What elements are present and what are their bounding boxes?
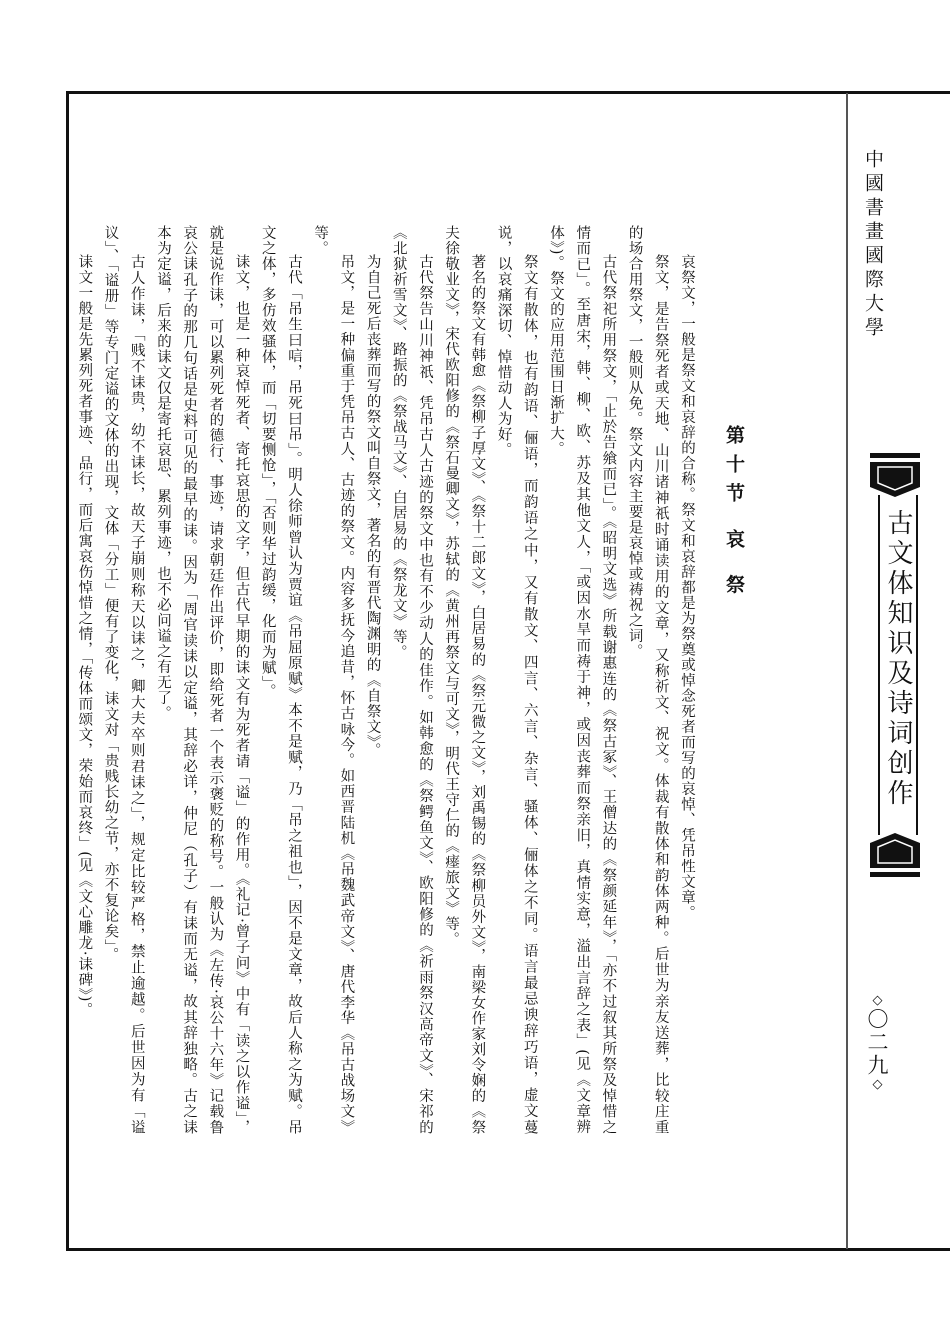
paragraph-6: 古代祭告山川神祇、凭吊古人古迹的祭文中也有不少动人的佳作。如韩愈的《祭鳄鱼文》、欧阳修的《祈雨祭汉高帝文》、宋祁的《北狱祈雪文》、路振的《祭战马文》、白居易的《祭龙文》等。 — [390, 225, 433, 1135]
paragraph-10: 诔文，也是一种哀悼死者、寄托哀思的文字，但古代早期的诔文有为死者请「谥」的作用。《礼记·曾子问》中有「读之以作谥」，就是说作诔，可以累列死者的德行、事迹，请求朝廷作出评价，即给死者一个表示褒贬的称号。一般认为《左传·哀公十六年》记载鲁哀公诔孔子的那几句话是史料可见的最早的诔。因为「周官读诔以定谥，其辞必详，仲尼（孔子）有诔而无谥，故其辞独略。古之诔本为定谥，后来的诔文仅是寄托哀思、累列事迹，也不必问谥之有无了。 — [154, 225, 250, 1135]
book-title: 古文体知识及诗词创作 — [883, 509, 913, 809]
right-margin-panel — [848, 93, 950, 1249]
paragraph-12: 诔文一般是先累列死者事迹、品行，而后寓哀伤悼惜之情，「传体而颂文，荣始而哀终」(见《文心雕龙·诔碑》)。 — [76, 254, 93, 1018]
paragraph-9: 古代「吊生曰唁，吊死曰吊」。明人徐师曾认为贾谊《吊屈原赋》本不是赋，乃「吊之祖也」，因不是文章，故后人称之为赋。吊文之体，多仿效骚体，而「切要恻怆」，「否则华过韵缓，化而为赋」。 — [259, 225, 302, 1135]
running-header: 中國書畫國際大學 — [862, 149, 884, 341]
paragraph-1: 哀祭文，一般是祭文和哀辞的合称。祭文和哀辞都是为祭奠或悼念死者而写的哀悼、凭吊性文章。 — [679, 254, 695, 921]
paragraph-5: 著名的祭文有韩愈《祭柳子厚文》、《祭十二郎文》，白居易的《祭元微之文》，刘禹锡的《祭柳员外文》，南梁女作家刘令娴的《祭夫徐敬业文》，宋代欧阳修的《祭石曼卿文》，苏轼的《黄州再祭文与可文》，明代王守仁的《瘗旅文》等。 — [443, 225, 486, 1135]
title-cartouche — [878, 495, 918, 835]
main-text-area — [76, 225, 760, 1165]
page-number-block — [858, 993, 896, 1092]
paragraph-8: 吊文，是一种偏重于凭吊古人、古迹的祭文。内容多抚今追昔，怀古咏今。如西晋陆机《吊魏武帝文》、唐代李华《吊古战场文》等。 — [312, 225, 355, 1135]
section-title: 第十节 哀 祭 — [723, 425, 745, 604]
bottom-ornament-icon — [870, 833, 920, 877]
top-ornament-icon — [870, 453, 920, 497]
paragraph-3: 古代祭祀所用祭文，「止於告飨而已」。《昭明文选》所载谢惠连的《祭古冢》、王僧达的《祭颜延年》，「亦不过叙其所祭及悼惜之情而已」。至唐宋，韩、柳、欧、苏及其他文人，「或因水旱而祷于神，或因丧葬而祭亲旧，真情实意，溢出言辞之表」(见《文章辨体》)。祭文的应用范围日渐扩大。 — [547, 225, 617, 1135]
paragraph-7: 为自己死后丧葬而写的祭文叫自祭文，著名的有晋代陶渊明的《自祭文》。 — [364, 254, 381, 759]
paragraph-11: 古人作诔，「贱不诔贵，幼不诔长，故天子崩则称天以诔之，卿大夫卒则君诔之」，规定比较严格，禁止逾越。后世因为有「谥议」、「谥册」等专门定谥的文体的出现，文体「分工」便有了变化，诔文对「贵贱长幼之节，亦不复论矣」。 — [102, 225, 145, 1135]
vertical-body-text — [76, 225, 760, 1135]
page-number: 〇二九 — [865, 1008, 889, 1077]
diamond-icon: ◇ — [870, 993, 885, 1008]
diamond-icon: ◇ — [870, 1077, 885, 1092]
paragraph-4: 祭文有散体，也有韵语、俪语，而韵语之中，又有散文、四言、六言、杂言、骚体、俪体之不同。语言最忌谀辞巧语，虚文蔓说，以哀痛深切、悼惜动人为好。 — [495, 225, 538, 1135]
paragraph-2: 祭文，是告祭死者或天地、山川诸神祇时诵读用的文章，又称祈文、祝文。体裁有散体和韵体两种。后世为亲友送葬，比较庄重的场合用祭文，一般则从免。祭文内容主要是哀悼或祷祝之词。 — [626, 225, 669, 1135]
